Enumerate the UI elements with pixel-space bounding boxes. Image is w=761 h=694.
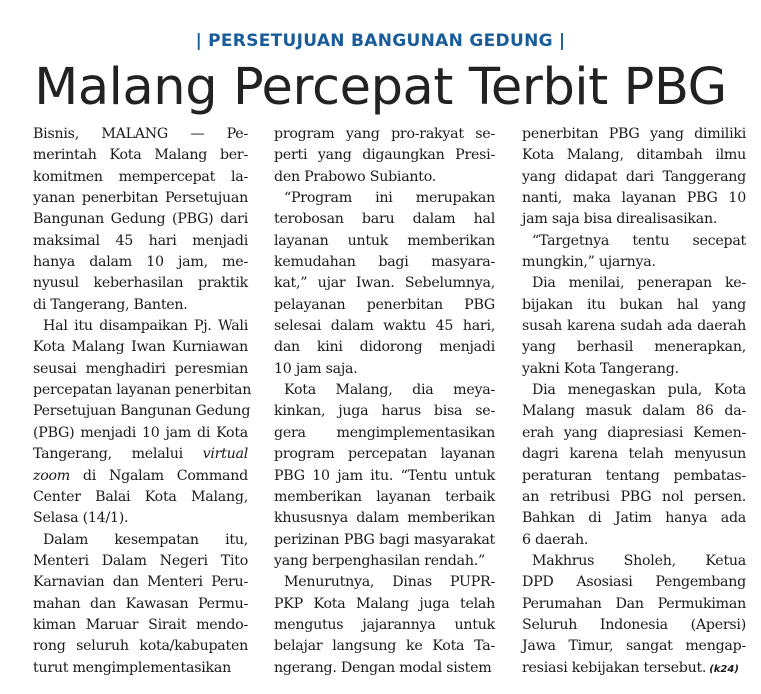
article-line: (PBG) menjadi 10 jam di Kota bbox=[33, 424, 248, 441]
article-line: mahan dan Kawasan Permu- bbox=[33, 595, 248, 612]
article-line: Perumahan Dan Permukiman bbox=[522, 595, 746, 612]
article-line: yang didapat dari Tanggerang bbox=[522, 168, 746, 185]
article-line: Kota Malang, ditambah ilmu bbox=[522, 147, 746, 164]
article-line: Bahkan di Jatim hanya ada bbox=[522, 510, 746, 527]
rubric-bar-left: | bbox=[195, 31, 203, 51]
article-line: nanti, maka layanan PBG 10 bbox=[522, 190, 746, 207]
article-line: penerbitan PBG yang dimiliki bbox=[522, 126, 746, 142]
article-line: komitmen mempercepat la- bbox=[33, 168, 248, 185]
article-line: dan kini didorong menjadi bbox=[274, 339, 495, 356]
article-line: 10 jam saja. bbox=[274, 360, 358, 377]
article-line: pelayanan penerbitan PBG bbox=[274, 296, 495, 313]
article-line: perizinan PBG bagi masyarakat bbox=[274, 531, 495, 548]
article-headline: Malang Percepat Terbit PBG bbox=[34, 58, 727, 117]
article-column-2 bbox=[274, 124, 495, 684]
article-line: mengutus jajarannya untuk bbox=[274, 616, 495, 633]
article-line: erah yang diapresiasi Kemen- bbox=[522, 424, 746, 441]
article-line: Makhrus Sholeh, Ketua bbox=[532, 552, 746, 569]
rubric-bar-right: | bbox=[558, 31, 566, 51]
article-line: rong seluruh kota/kabupaten bbox=[33, 638, 248, 655]
article-line: program yang pro-rakyat se- bbox=[274, 126, 495, 142]
article-line: kiman Maruar Sirait mendo- bbox=[33, 616, 248, 633]
article-line: peraturan tentang pembatas- bbox=[522, 467, 746, 484]
article-line: kat,” ujar Iwan. Sebelumnya, bbox=[274, 275, 495, 292]
article-column-1 bbox=[33, 124, 252, 684]
article-line: Hal itu disampaikan Pj. Wali bbox=[43, 318, 248, 335]
article-line: Bisnis, MALANG — Pe- bbox=[33, 126, 248, 142]
article-line: an retribusi PBG nol persen. bbox=[522, 488, 746, 505]
article-line: khususnya dalam memberikan bbox=[274, 510, 495, 527]
article-line: “Program ini merupakan bbox=[284, 190, 495, 207]
article-line: yakni Kota Tangerang. bbox=[522, 360, 679, 377]
article-line: di Tangerang, Banten. bbox=[33, 296, 188, 313]
article-line: yang berpenghasilan rendah.” bbox=[274, 552, 485, 569]
article-line: nyusul keberhasilan praktik bbox=[33, 275, 248, 292]
article-line: den Prabowo Subianto. bbox=[274, 168, 437, 185]
article-line: Tangerang, melalui virtual bbox=[33, 446, 248, 463]
article-line: Selasa (14/1). bbox=[33, 510, 129, 527]
article-line: ngerang. Dengan modal sistem bbox=[274, 659, 492, 676]
article-line: yanan penerbitan Persetujuan bbox=[33, 190, 248, 207]
article-line: mungkin,” ujarnya. bbox=[522, 254, 656, 271]
article-line: Seluruh Indonesia (Apersi) bbox=[522, 616, 746, 633]
article-line: selesai dalam waktu 45 hari, bbox=[274, 318, 495, 335]
article-line: DPD Asosiasi Pengembang bbox=[522, 574, 746, 591]
article-line: kinkan, juga harus bisa se- bbox=[274, 403, 495, 420]
article-line: Dalam kesempatan itu, bbox=[43, 531, 248, 548]
article-line: Jawa Timur, sangat mengap- bbox=[522, 638, 746, 655]
article-line: Center Balai Kota Malang, bbox=[33, 488, 248, 505]
article-line: Dia menilai, penerapan ke- bbox=[532, 275, 746, 292]
section-rubric bbox=[0, 31, 761, 51]
article-line: jam saja bisa direalisasikan. bbox=[522, 211, 718, 228]
article-line: resiasi kebijakan tersebut. (k24) bbox=[522, 659, 739, 676]
article-line: Kota Malang Iwan Kurniawan bbox=[33, 339, 248, 356]
article-line: layanan untuk memberikan bbox=[274, 232, 495, 249]
article-line: Karnavian dan Menteri Peru- bbox=[33, 574, 248, 591]
article-line: turut mengimplementasikan bbox=[33, 659, 231, 676]
article-line: merintah Kota Malang ber- bbox=[33, 147, 248, 164]
article-line: Menteri Dalam Negeri Tito bbox=[33, 552, 248, 569]
article-line: Menurutnya, Dinas PUPR- bbox=[284, 574, 495, 591]
article-line: memberikan layanan terbaik bbox=[274, 488, 495, 505]
rubric-label: PERSETUJUAN BANGUNAN GEDUNG bbox=[208, 31, 553, 51]
article-line: Bangunan Gedung (PBG) dari bbox=[33, 211, 248, 228]
article-line: Malang masuk dalam 86 da- bbox=[522, 403, 746, 420]
article-line: gera mengimplementasikan bbox=[274, 424, 495, 441]
article-line: zoom di Ngalam Command bbox=[33, 467, 248, 484]
article-line: seusai menghadiri peresmian bbox=[33, 360, 248, 377]
article-line: Persetujuan Bangunan Gedung bbox=[33, 403, 251, 420]
article-line: perti yang digaungkan Presi- bbox=[274, 147, 495, 164]
article-line: PBG 10 jam itu. “Tentu untuk bbox=[274, 467, 495, 484]
article-line: belajar langsung ke Kota Ta- bbox=[274, 638, 495, 655]
article-line: yang berhasil menerapkan, bbox=[522, 339, 746, 356]
article-column-3 bbox=[522, 124, 746, 684]
article-line: percepatan layanan penerbitan bbox=[33, 382, 252, 399]
article-line: kemudahan bagi masyara- bbox=[274, 254, 495, 271]
article-line: maksimal 45 hari menjadi bbox=[33, 232, 248, 249]
article-line: hanya dalam 10 jam, me- bbox=[33, 254, 248, 271]
article-line: susah karena sudah ada daerah bbox=[522, 318, 746, 335]
article-line: program percepatan layanan bbox=[274, 446, 495, 463]
article-line: terobosan baru dalam hal bbox=[274, 211, 495, 228]
article-line: 6 daerah. bbox=[522, 531, 589, 548]
article-line: dagri karena telah menyusun bbox=[522, 446, 746, 463]
article-line: PKP Kota Malang juga telah bbox=[274, 595, 495, 612]
author-credit: (k24) bbox=[709, 663, 739, 675]
article-line: Kota Malang, dia meya- bbox=[284, 382, 495, 399]
article-line: bijakan itu bukan hal yang bbox=[522, 296, 746, 313]
article-line: Dia menegaskan pula, Kota bbox=[532, 382, 746, 399]
article-line: “Targetnya tentu secepat bbox=[532, 232, 746, 249]
